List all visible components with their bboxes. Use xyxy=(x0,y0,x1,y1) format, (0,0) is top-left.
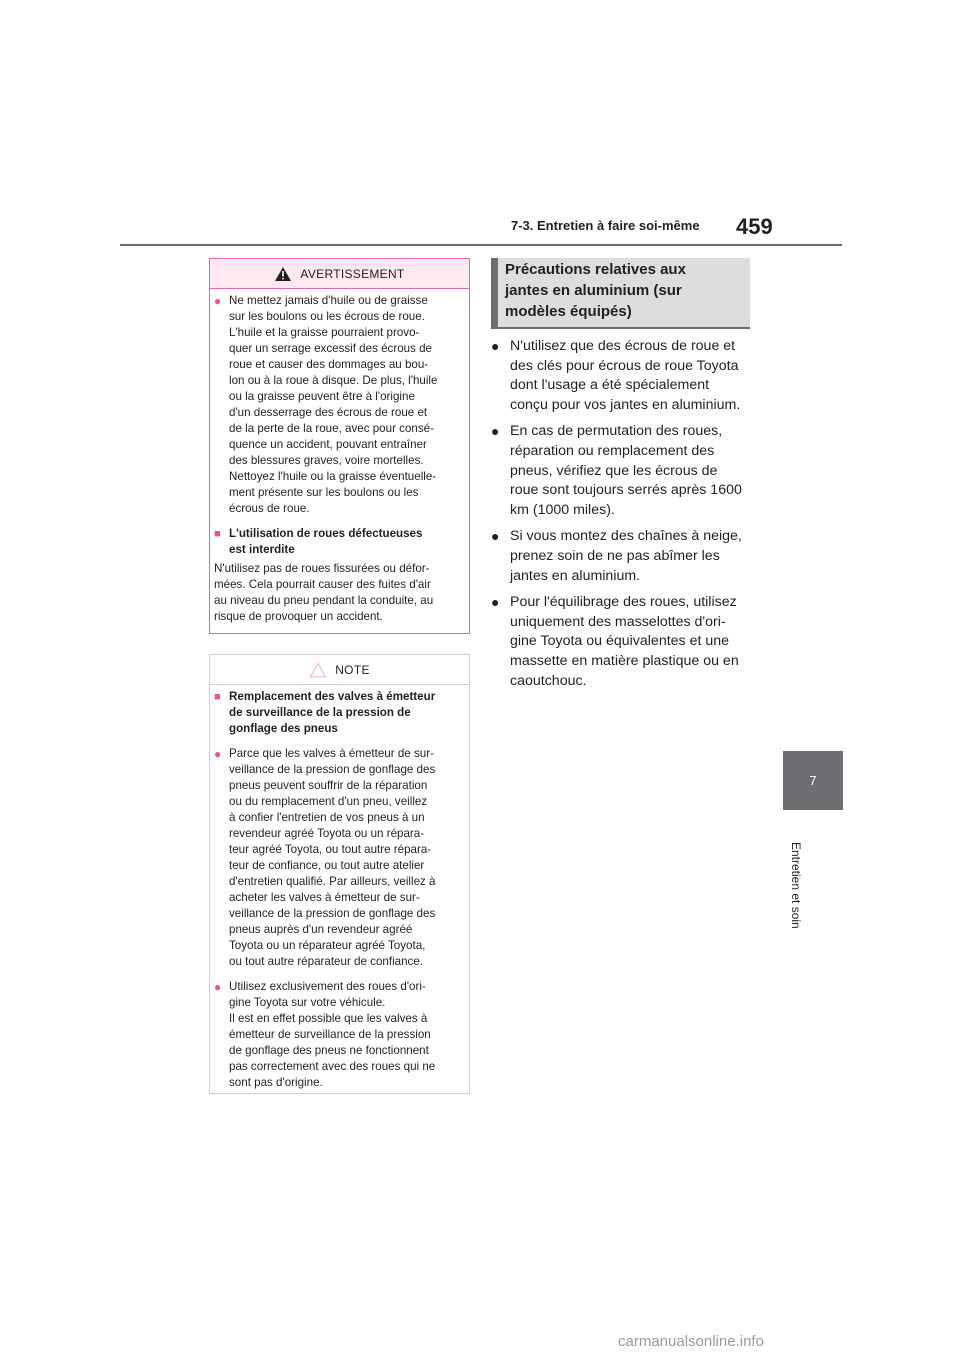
note-triangle-icon xyxy=(309,662,327,678)
note-item-text: Parce que les valves à émetteur de sur- veillance de la pression de gonflage des pneus peuvent souffrir de la réparation ou du remplacement d'un pneu, veillez à confier l'entretien de vos pneus à un revendeur agréé Toyota ou un répara- teur agréé Toyota, ou tout autre répara- teur de confiance, ou tout autre atelier d'entretien qualifié. Par ailleurs, veillez à acheter les valves à émetteur de sur- veillance de la pression de gonflage des pneus auprès d'un revendeur agréé Toyota ou un réparateur agréé Toyota, ou tout autre réparateur de confiance. xyxy=(229,747,436,968)
list-item-text: En cas de permutation des roues, réparation ou remplacement des pneus, vérifiez que les écrous de roue sont toujours serrés après 1600 km (1000 miles). xyxy=(510,423,742,518)
chapter-label: Entretien et soin xyxy=(789,841,803,929)
pink-round-bullet-icon: ● xyxy=(214,294,222,308)
list-item-text: Pour l'équilibrage des roues, utilisez uniquement des masselottes d'ori- gine Toyota ou équivalentes et une massette en matière plastique ou en caoutchouc. xyxy=(510,594,739,689)
warning-subheading-text: L'utilisation de roues défectueuses est interdite xyxy=(229,527,423,556)
note-box xyxy=(209,654,470,1094)
note-item xyxy=(214,979,463,1091)
note-item xyxy=(214,746,463,970)
pink-round-bullet-icon: ● xyxy=(214,747,222,761)
warning-paragraph: N'utilisez pas de roues fissurées ou défor- mées. Cela pourrait causer des fuites d'air au niveau du pneu pendant la conduite, au risque de provoquer un accident. xyxy=(214,562,434,623)
warning-item xyxy=(214,293,463,517)
header-divider xyxy=(120,244,842,246)
list-item xyxy=(491,527,753,586)
warning-triangle-icon xyxy=(274,266,292,282)
warning-title: AVERTISSEMENT xyxy=(300,266,405,281)
note-subheading-text: Remplacement des valves à émetteur de surveillance de la pression de gonflage des pneus xyxy=(229,690,436,735)
warning-header xyxy=(210,259,469,289)
list-item-text: N'utilisez que des écrous de roue et des clés pour écrous de roue Toyota dont l'usage a été spécialement conçu pour vos jantes en aluminium. xyxy=(510,338,741,413)
note-header xyxy=(210,655,469,685)
list-item xyxy=(491,593,753,691)
note-item-text: Utilisez exclusivement des roues d'ori- gine Toyota sur votre véhicule. Il est en effet possible que les valves à émetteur de surveillance de la pression de gonflage des pneus ne fonctionnent pas correctement avec des roues qui ne sont pas d'origine. xyxy=(229,980,436,1089)
note-body xyxy=(210,685,469,1091)
black-dot-bullet-icon: ● xyxy=(491,338,500,354)
note-subheading xyxy=(214,689,463,737)
list-item xyxy=(491,337,753,415)
section-heading-bar xyxy=(491,258,498,329)
pink-round-bullet-icon: ● xyxy=(214,980,222,994)
list-item xyxy=(491,422,753,520)
pink-square-bullet-icon: ■ xyxy=(214,691,221,703)
black-dot-bullet-icon: ● xyxy=(491,594,500,611)
warning-subheading xyxy=(214,526,463,558)
warning-body xyxy=(210,289,469,625)
bullet-list xyxy=(491,337,753,698)
note-title: NOTE xyxy=(335,662,370,677)
page-number: 459 xyxy=(736,214,773,239)
section-heading-box xyxy=(491,258,750,329)
chapter-number: 7 xyxy=(809,773,817,788)
black-dot-bullet-icon: ● xyxy=(491,528,500,545)
section-title: Précautions relatives aux jantes en aluminium (sur modèles équipés) xyxy=(505,261,686,320)
chapter-label-wrap xyxy=(784,820,808,950)
list-item-text: Si vous montez des chaînes à neige, prenez soin de ne pas abîmer les jantes en aluminium. xyxy=(510,528,742,584)
pink-square-bullet-icon: ■ xyxy=(214,528,221,540)
watermark: carmanualsonline.info xyxy=(618,1333,764,1350)
chapter-tab xyxy=(783,751,843,810)
warning-box xyxy=(209,258,470,634)
black-dot-bullet-icon: ● xyxy=(491,423,500,440)
header-section-title: 7-3. Entretien à faire soi-même xyxy=(511,218,700,233)
warning-item-text: Ne mettez jamais d'huile ou de graisse sur les boulons ou les écrous de roue. L'huile et la graisse pourraient provo- quer un serrage excessif des écrous de roue et causer des dommages au bou- lon ou à la roue à disque. De plus, l'huile ou la graisse peuvent être à l'origine d'un desserrage des écrous de roue et de la perte de la roue, avec pour consé- quence un accident, pouvant entraîner des blessures graves, voire mortelles. Nettoyez l'huile ou la graisse éventuelle- ment présente sur les boulons ou les écrous de roue. xyxy=(229,294,438,515)
